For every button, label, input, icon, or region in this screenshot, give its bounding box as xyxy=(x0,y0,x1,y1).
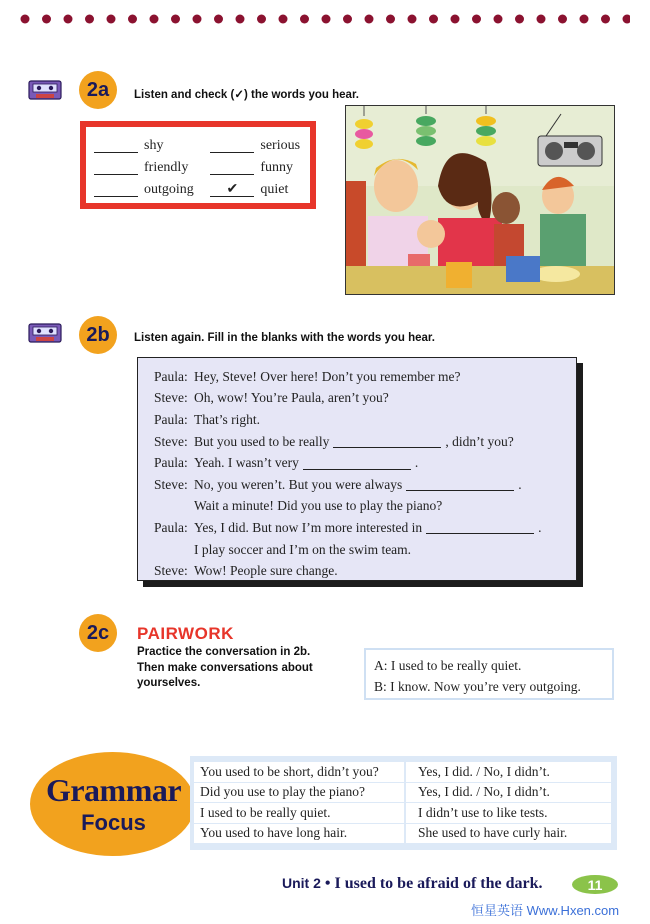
dialog-line xyxy=(154,496,564,518)
section-badge-2b: 2b xyxy=(79,316,117,354)
grammar-focus-title: Grammar xyxy=(45,772,182,808)
table-row xyxy=(194,803,613,824)
border-dot xyxy=(408,15,417,24)
dialog-line xyxy=(154,409,564,431)
table-cell: Yes, I did. / No, I didn’t. xyxy=(406,762,611,783)
cassette-icon xyxy=(28,80,62,100)
line-text: But you used to be really xyxy=(194,433,330,449)
border-dot xyxy=(128,15,137,24)
border-dot xyxy=(107,15,116,24)
check-blank[interactable] xyxy=(94,139,138,153)
border-dot xyxy=(343,15,352,24)
speaker: Paula: xyxy=(154,519,188,535)
dialog-line xyxy=(154,452,564,474)
fill-blank-3[interactable] xyxy=(406,478,514,491)
table-cell: She used to have curly hair. xyxy=(406,824,611,845)
section-badge-2a: 2a xyxy=(79,71,117,109)
border-dot xyxy=(623,15,631,24)
word-check-box xyxy=(80,121,316,209)
line-text-after: , didn’t you? xyxy=(445,433,514,449)
border-dot xyxy=(21,15,30,24)
border-dot xyxy=(214,15,223,24)
fill-blank-1[interactable] xyxy=(333,435,441,448)
border-dot xyxy=(451,15,460,24)
table-cell: Yes, I did. / No, I didn’t. xyxy=(406,783,611,804)
border-dot xyxy=(42,15,51,24)
page-number: 11 xyxy=(572,875,618,894)
border-dot xyxy=(150,15,159,24)
border-dot xyxy=(85,15,94,24)
table-cell: Did you use to play the piano? xyxy=(194,783,404,804)
line-text: Yeah. I wasn’t very xyxy=(194,455,299,471)
footer-bullet: • xyxy=(324,875,331,892)
instruction-2b: Listen again. Fill in the blanks with the words you hear. xyxy=(134,332,435,344)
speaker: Paula: xyxy=(154,368,188,384)
border-dot xyxy=(365,15,374,24)
watermark[interactable]: 恒星英语 Www.Hxen.com xyxy=(471,903,620,918)
border-dot xyxy=(386,15,395,24)
border-dot xyxy=(537,15,546,24)
line-text-after: . xyxy=(538,519,542,535)
check-blank[interactable] xyxy=(94,183,138,197)
dialog-line xyxy=(154,388,564,410)
table-row xyxy=(194,824,613,845)
line-text-after: . xyxy=(518,476,522,492)
check-blank[interactable] xyxy=(94,161,138,175)
table-cell: You used to be short, didn’t you? xyxy=(194,762,404,783)
line-text: I play soccer and I’m on the swim team. xyxy=(194,541,412,557)
speaker: Paula: xyxy=(154,455,188,471)
table-row xyxy=(194,762,613,783)
party-illustration xyxy=(345,105,615,295)
word-label: outgoing xyxy=(144,182,194,197)
speaker: Steve: xyxy=(154,476,188,492)
page-footer xyxy=(282,875,543,893)
dialog-line xyxy=(154,431,564,453)
border-dot xyxy=(300,15,309,24)
line-text: Oh, wow! You’re Paula, aren’t you? xyxy=(194,390,389,406)
border-dot xyxy=(322,15,331,24)
unit-title: I used to be afraid of the dark. xyxy=(334,875,543,892)
example-line-a: A: I used to be really quiet. xyxy=(374,657,522,673)
border-dot xyxy=(64,15,73,24)
line-text: Hey, Steve! Over here! Don’t you remember me? xyxy=(194,368,461,384)
border-dot xyxy=(601,15,610,24)
word-label: quiet xyxy=(260,182,289,197)
speaker: Steve: xyxy=(154,563,188,579)
cassette-icon xyxy=(28,323,62,343)
border-dot xyxy=(429,15,438,24)
dialog-box xyxy=(137,357,577,581)
speaker: Steve: xyxy=(154,433,188,449)
table-row xyxy=(194,783,613,804)
word-label: shy xyxy=(144,138,164,153)
word-label: funny xyxy=(260,160,294,175)
line-text: Wait a minute! Did you use to play the piano? xyxy=(194,498,443,514)
pairwork-instruction: Practice the conversation in 2b. Then make conversations about yourselves. xyxy=(137,646,313,689)
instruction-2a: Listen and check (✓) the words you hear. xyxy=(134,89,359,101)
pairwork-title: PAIRWORK xyxy=(137,624,234,643)
table-cell: You used to have long hair. xyxy=(194,824,404,845)
line-text: Yes, I did. But now I’m more interested in xyxy=(194,519,423,535)
word-label: serious xyxy=(260,138,301,153)
dialog-line xyxy=(154,366,564,388)
unit-label: Unit 2 xyxy=(282,875,321,891)
word-item[interactable] xyxy=(210,182,309,198)
dialog-line xyxy=(154,539,564,561)
grammar-focus-subtitle: Focus xyxy=(81,810,146,835)
border-dot xyxy=(257,15,266,24)
table-cell: I didn’t use to like tests. xyxy=(406,803,611,824)
border-dot xyxy=(193,15,202,24)
speaker: Paula: xyxy=(154,411,188,427)
border-dot xyxy=(279,15,288,24)
check-blank[interactable]: ✔ xyxy=(210,183,254,197)
border-dot xyxy=(236,15,245,24)
top-dot-border xyxy=(20,12,630,26)
dialog-line xyxy=(154,560,564,582)
word-item[interactable] xyxy=(94,138,210,154)
grammar-table xyxy=(190,756,617,850)
dialog-line xyxy=(154,474,564,496)
line-text: That’s right. xyxy=(194,411,260,427)
check-blank[interactable] xyxy=(210,161,254,175)
word-item[interactable] xyxy=(94,160,210,176)
fill-blank-2[interactable] xyxy=(303,457,411,470)
border-dot xyxy=(580,15,589,24)
speaker: Steve: xyxy=(154,390,188,406)
word-item[interactable] xyxy=(94,182,210,198)
word-item[interactable] xyxy=(210,160,309,176)
check-blank[interactable] xyxy=(210,139,254,153)
border-dot xyxy=(171,15,180,24)
table-cell: I used to be really quiet. xyxy=(194,803,404,824)
example-line-b: B: I know. Now you’re very outgoing. xyxy=(374,678,581,694)
border-dot xyxy=(472,15,481,24)
word-item[interactable] xyxy=(210,138,309,154)
border-dot xyxy=(515,15,524,24)
border-dot xyxy=(558,15,567,24)
word-label: friendly xyxy=(144,160,189,175)
section-badge-2c: 2c xyxy=(79,614,117,652)
border-dot xyxy=(494,15,503,24)
line-text: Wow! People sure change. xyxy=(194,563,338,579)
line-text-after: . xyxy=(414,455,419,471)
example-box xyxy=(364,648,614,700)
dialog-line xyxy=(154,517,564,539)
line-text: No, you weren’t. But you were always xyxy=(194,476,403,492)
fill-blank-4[interactable] xyxy=(426,521,534,534)
